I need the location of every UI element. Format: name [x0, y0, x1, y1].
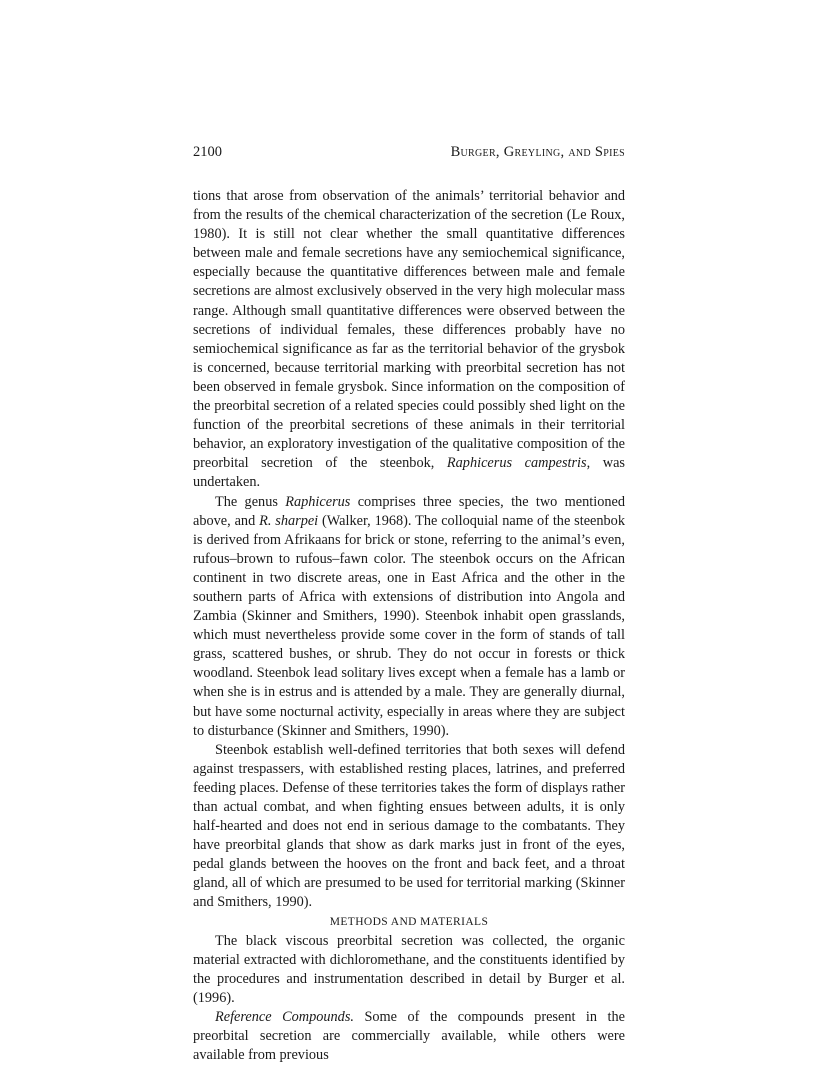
page-number: 2100 — [193, 144, 222, 160]
paragraph-text: Steenbok establish well-defined territories that both sexes will defend against trespassers, with established resting places, latrines, and preferred feeding places. Defense of these territories takes the form of displays rather than actual combat, and when fighting ensues between adults, it is only half-hearted and does not end in serious damage to the combatants. They have preorbital glands that show as dark marks just in front of the eyes, pedal glands between the hooves on the front and back feet, and a throat gland, all of which are presumed to be used for territorial marking (Skinner and Smithers, 1990). — [193, 741, 625, 911]
paragraph-methods — [193, 932, 625, 1008]
running-title: Burger, Greyling, and Spies — [450, 144, 625, 160]
paragraph-text: , was undertaken. — [193, 455, 625, 491]
paragraph-continued — [193, 187, 625, 493]
subheading: Reference Compounds. — [215, 1009, 354, 1026]
paragraph-text: Some of the compounds present in the preorbital secretion are commercially available, while others were available from previous — [193, 1009, 625, 1064]
paragraph-text: The black viscous preorbital secretion was collected, the organic material extracted with dichloromethane, and the constituents identified by the procedures and instrumentation described in detail by Burger et al. (1996). — [193, 932, 625, 1006]
body-text — [193, 187, 625, 1065]
paragraph-text: The genus — [215, 493, 286, 510]
section-heading: METHODS AND MATERIALS — [329, 915, 489, 928]
paragraph-text: tions that arose from observation of the animals’ territorial behavior and from the results of the chemical characterization of the secretion (Le Roux, 1980). It is still not clear whether the small quantitative differences between male and female secretions have any semiochemical significance, especially because the quantitative differences between male and female secretions are almost exclusively observed in the very high molecular mass range. Although small quantitative differences were observed between the secretions of individual females, these differences probably have no semiochemical significance as far as the territorial behavior of the grysbok is concerned, because territorial marking with preorbital secretion has not been observed in female grysbok. Since information on the composition of the preorbital secretion of a related species could possibly shed light on the function of the preorbital secretions of these animals in their territorial behavior, an exploratory investigation of the qualitative composition of the preorbital secretion of the steenbok, — [193, 188, 625, 472]
species-name: R. sharpei — [259, 512, 319, 529]
paragraph-territories — [193, 741, 625, 913]
paragraph-text: (Walker, 1968). The colloquial name of the steenbok is derived from Afrikaans for brick or stone, referring to the animal’s even, rufous–brown to rufous–fawn color. The steenbok occurs on the African continent in two discrete areas, one in East Africa and the other in the southern parts of Africa with extensions of distribution into Angola and Zambia (Skinner and Smithers, 1990). Steenbok inhabit open grasslands, which must nevertheless provide some cover in the form of stands of tall grass, scattered bushes, or shrub. They do not occur in forests or thick woodland. Steenbok lead solitary lives except when a female has a lamb or when she is in estrus and is attended by a male. They are generally diurnal, but have some nocturnal activity, especially in areas where they are subject to disturbance (Skinner and Smithers, 1990). — [193, 512, 625, 739]
species-name: Raphicerus campestris — [446, 455, 587, 472]
running-head — [193, 144, 625, 162]
paragraph-text: comprises three species, the two mentioned above, and — [193, 493, 626, 529]
paragraph-genus — [193, 493, 625, 741]
paragraph-reference-compounds — [193, 1008, 625, 1065]
genus-name: Raphicerus — [285, 493, 351, 510]
